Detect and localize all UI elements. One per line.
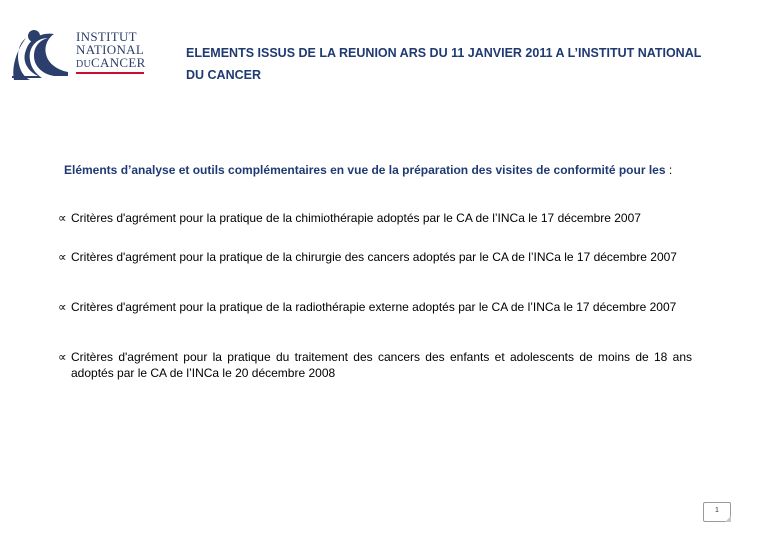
logo-line-1: INSTITUT xyxy=(76,29,137,44)
logo-du: DU xyxy=(76,59,92,70)
logo-wordmark xyxy=(76,30,146,71)
bullet-icon: ∝ xyxy=(58,250,67,264)
intro-suffix: : xyxy=(665,163,673,177)
list-item xyxy=(58,299,692,315)
page-number: 1 xyxy=(703,502,731,522)
list-item xyxy=(58,210,692,226)
logo-line-3 xyxy=(76,56,146,71)
criteria-text: Critères d'agrément pour la pratique de la chimiothérapie adoptés par le CA de l’INCa le 17 décembre 2007 xyxy=(71,211,641,225)
intro-bold-text: Eléments d’analyse et outils complémentaires en vue de la préparation des visites de conformité pour les xyxy=(64,163,666,177)
list-item xyxy=(58,349,692,381)
bullet-icon: ∝ xyxy=(58,300,67,314)
bullet-icon: ∝ xyxy=(58,211,67,225)
inca-logo xyxy=(8,24,146,84)
intro-paragraph xyxy=(64,163,687,178)
criteria-text: Critères d'agrément pour la pratique de la radiothérapie externe adoptés par le CA de l’INCa le 17 décembre 2007 xyxy=(71,300,677,314)
criteria-text: Critères d'agrément pour la pratique de la chirurgie des cancers adoptés par le CA de l’INCa le 17 décembre 2007 xyxy=(71,250,677,264)
inca-emblem-icon xyxy=(8,24,74,84)
logo-cancer: CANCER xyxy=(91,55,146,70)
logo-line-2: NATIONAL xyxy=(76,42,145,57)
page-title: ELEMENTS ISSUS DE LA REUNION ARS DU 11 JANVIER 2011 A L’INSTITUT NATIONAL DU CANCER xyxy=(186,46,702,82)
bullet-icon: ∝ xyxy=(58,350,67,364)
list-item xyxy=(58,249,692,265)
logo-underline xyxy=(76,72,144,74)
criteria-text: Critères d'agrément pour la pratique du traitement des cancers des enfants et adolescents de moins de 18 ans adoptés par le CA de l’INCa le 20 décembre 2008 xyxy=(71,350,692,380)
